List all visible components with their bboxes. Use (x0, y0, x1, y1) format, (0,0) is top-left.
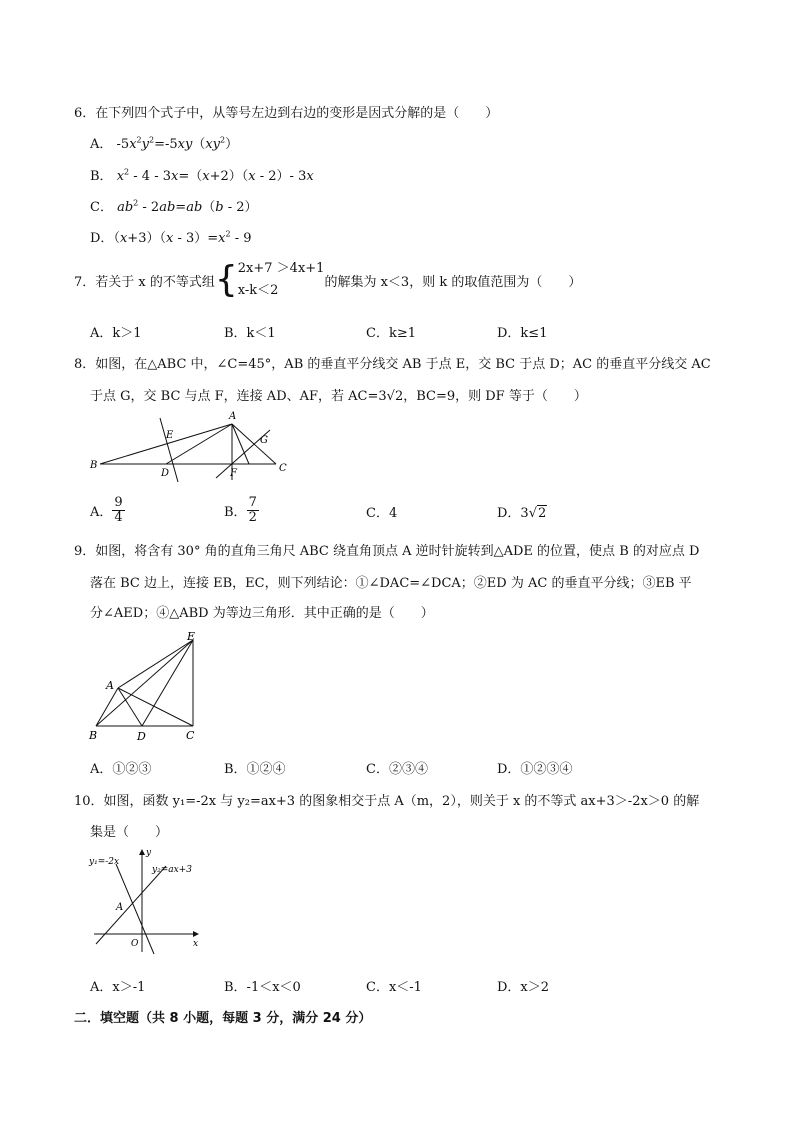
q10-option-b: B．-1＜x＜0 (224, 980, 301, 995)
q6-option-a: A． $-5x^2y^2=-5xy(xy^2)$ (90, 135, 239, 152)
q8-label-d: D (161, 468, 170, 479)
q10-line1: 10．如图，函数 y₁=-2x 与 y₂=ax+3 的图象相交于点 A（m，2），则关于 x 的不等式 ax+3＞-2x＞0 的解 (74, 794, 700, 809)
q8-line1: 8．如图，在△ABC 中，∠C=45°，AB 的垂直平分线交 AB 于点 E，交 BC 于点 D；AC 的垂直平分线交 AC (74, 357, 711, 372)
q8-label-e: E (166, 430, 174, 441)
q9-option-c: C．②③④ (366, 762, 428, 777)
q9-label-b: B (89, 729, 98, 742)
q7-option-d: D．k≤1 (497, 326, 548, 341)
q9-label-c: C (186, 729, 195, 742)
q6-option-c: C． $ab^2 - 2ab=ab(b - 2)$ (90, 198, 258, 215)
q9-label-d: D (137, 730, 146, 743)
q7-option-b: B．k＜1 (224, 326, 276, 341)
q9-triangle-figure (86, 628, 206, 744)
q9-line1: 9．如图，将含有 30° 角的直角三角尺 ABC 绕直角顶点 A 逆时针旋转到△ADE 的位置，使点 B 的对应点 D (74, 544, 700, 559)
q8-triangle-figure (86, 406, 296, 488)
q6-option-b: B． $x^2 - 4 - 3x=(x+2)(x - 2)-$ 3x (90, 167, 314, 184)
q8-option-a: A． $\frac{9}{4}$ (90, 495, 123, 525)
q8-label-a: A (229, 411, 237, 422)
q9-option-b: B．①②④ (224, 762, 286, 777)
q6-stem: 6．在下列四个式子中，从等号左边到右边的变形是因式分解的是（ ） (74, 106, 499, 121)
q8-option-d: D．3√2 (497, 506, 547, 521)
section-heading-fill-in: 二．填空题（共 8 小题，每题 3 分，满分 24 分） (74, 1011, 372, 1026)
q8-label-b: B (90, 460, 98, 471)
q7-stem: 7．若关于 x 的不等式组 { 2x+7 ＞4x+1 x-k＜2 的解集为 x＜3，则 k 的取值范围为（ ） (74, 259, 582, 300)
q10-function-graph (86, 846, 212, 958)
q9-label-e: E (187, 630, 196, 643)
q10-label-y: y (146, 848, 152, 858)
q10-option-d: D．x＞2 (497, 980, 550, 995)
q8-option-b: B． $\frac{7}{2}$ (224, 495, 257, 525)
q8-label-c: C (279, 463, 287, 474)
brace-icon: { (214, 259, 238, 300)
q6-option-d: D．$(x+3)(x - 3)=x^2 - 9$ (90, 229, 252, 246)
inequality-system: 2x+7 ＞4x+1 x-k＜2 (237, 261, 325, 298)
q7-option-a: A．k＞1 (90, 326, 142, 341)
q9-label-a: A (106, 679, 114, 692)
q9-option-d: D．①②③④ (497, 762, 573, 777)
q8-line2: 于点 G，交 BC 与点 F，连接 AD、AF，若 AC=3√2，BC=9，则 DF 等于（ ） (90, 389, 587, 404)
q10-label-a: A (116, 902, 124, 913)
q10-option-a: A．x＞-1 (90, 980, 146, 995)
q10-label-y1: y₁=-2x (89, 857, 120, 867)
q7-option-c: C．k≥1 (366, 326, 416, 341)
q8-option-c: C．4 (366, 506, 398, 521)
q8-label-g: G (260, 435, 268, 446)
q8-label-f: F (230, 468, 237, 479)
q10-label-x: x (193, 939, 199, 949)
q10-line2: 集是（ ） (90, 825, 169, 840)
q10-label-origin: O (131, 939, 139, 949)
q9-option-a: A．①②③ (90, 762, 152, 777)
q10-label-y2: y₂=ax+3 (152, 865, 192, 875)
q9-line2: 落在 BC 边上，连接 EB，EC，则下列结论：①∠DAC=∠DCA；②ED 为 AC 的垂直平分线；③EB 平 (90, 576, 692, 591)
q9-line3: 分∠AED；④△ABD 为等边三角形．其中正确的是（ ） (90, 606, 434, 621)
q10-option-c: C．x＜-1 (366, 980, 422, 995)
